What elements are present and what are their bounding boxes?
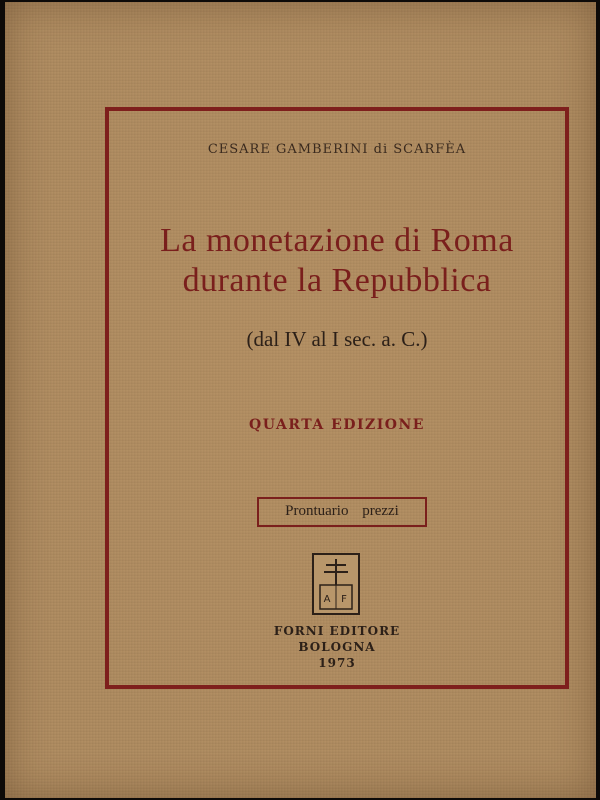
cover-frame	[105, 107, 569, 689]
publication-year: 1973	[318, 656, 356, 670]
publisher-city: BOLOGNA	[298, 640, 376, 654]
price-guide-label-box[interactable]: Prontuario prezzi	[257, 497, 427, 527]
book-title-line-2: durante la Repubblica	[182, 262, 492, 299]
publisher-info	[109, 623, 565, 671]
edition-label: QUARTA EDIZIONE	[249, 417, 425, 433]
emblem-monogram: A	[323, 594, 331, 605]
book-cover	[5, 2, 596, 798]
book-title-line-1: La monetazione di Roma	[160, 222, 514, 259]
publisher-name: FORNI EDITORE	[273, 624, 401, 638]
book-title	[109, 221, 565, 301]
period-subtitle: (dal IV al I sec. a. C.)	[246, 327, 428, 351]
publisher-emblem-icon	[312, 553, 360, 615]
svg-text:F: F	[341, 594, 347, 605]
author-name: CESARE GAMBERINI di SCARFÈA	[207, 142, 467, 157]
